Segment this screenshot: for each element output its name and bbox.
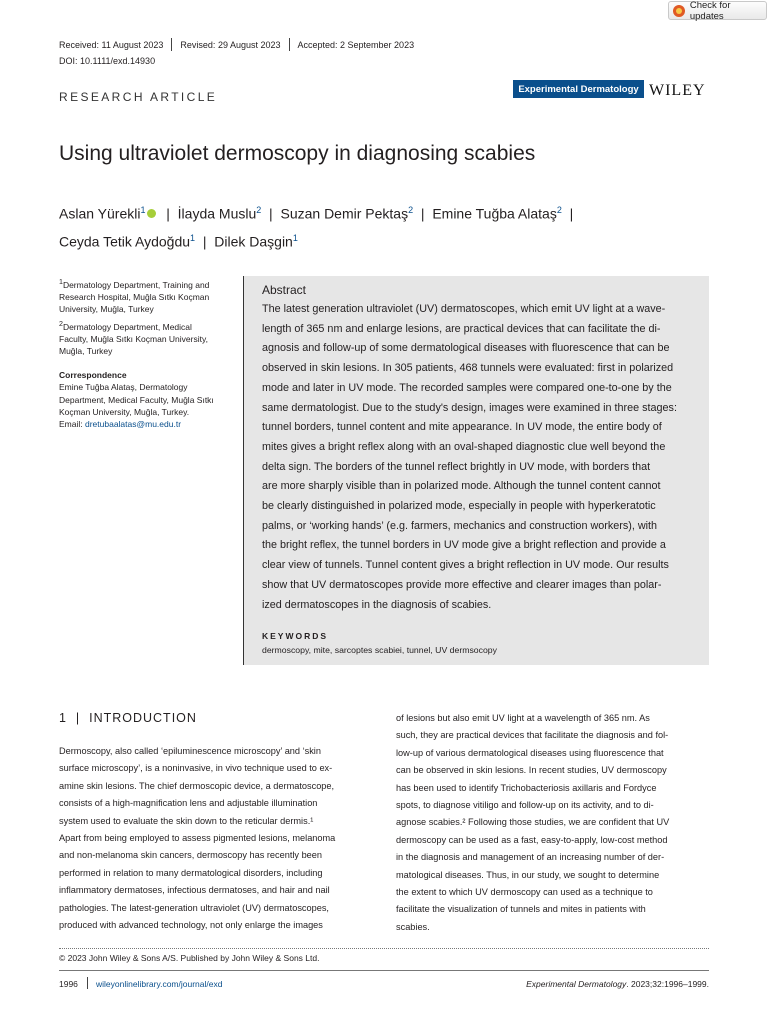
citation-details: . 2023;32:1996–1999. — [626, 979, 709, 989]
keywords-list: dermoscopy, mite, sarcoptes scabiei, tunnel, UV dermsocopy — [262, 645, 497, 655]
affiliation-2 — [59, 318, 229, 358]
check-for-updates-button[interactable] — [668, 1, 767, 20]
text-line: produced with advanced technology, not only enlarge the images — [59, 920, 323, 930]
doi: DOI: 10.1111/exd.14930 — [59, 56, 156, 66]
text-line: pathologies. The latest-generation ultraviolet (UV) dermatoscopes, — [59, 902, 329, 913]
divider — [87, 977, 88, 989]
copyright: © 2023 John Wiley & Sons A/S. Published by John Wiley & Sons Ltd. — [59, 953, 320, 963]
keywords-heading: KEYWORDS — [262, 631, 329, 641]
author-name[interactable]: İlayda Muslu — [177, 205, 257, 222]
text-line: show that UV dermatoscopes provide more effective and clearer images than polar- — [262, 578, 662, 591]
citation — [526, 979, 709, 989]
section-heading: 1 | INTRODUCTION — [59, 711, 197, 725]
accepted-date: Accepted: 2 September 2023 — [297, 39, 415, 50]
abstract-rule — [243, 276, 244, 665]
text-line: amine skin lesions. The chief dermoscopic device, a dermatoscope, — [59, 780, 335, 791]
text-line: Apart from being employed to assess pigmented lesions, melanoma — [59, 833, 336, 843]
footer-divider — [59, 970, 709, 971]
author-affil-sup: 2 — [556, 205, 562, 215]
text-line: tunnel borders, tunnel content and mite appearance. In UV mode, the entire body of — [262, 421, 662, 434]
text-line: mode and later in UV mode. The recorded samples were compared one-to-one by the — [262, 381, 672, 394]
affiliation-line: Muğla, Turkey — [59, 346, 113, 357]
author-list: Aslan Yürekli$^1$ | İlayda Muslu$^2$ | Suzan Demir Pektaş$^2$ | Emine Tuğba Alataş$^2$ | Ceyda Tetik Aydoğdu$^1$ | Dilek Daşgin$^1$ — [59, 205, 574, 250]
received-date: Received: 11 August 2023 — [59, 39, 164, 50]
text-line: observed in skin lesions. In 305 patients, 468 tunnels were evaluated: first in polarized — [262, 362, 674, 375]
orcid-icon[interactable] — [147, 209, 156, 218]
text-line: ized dermatoscopes in the diagnosis of scabies. — [262, 598, 492, 611]
author-name[interactable]: Ceyda Tetik Aydoğdu — [59, 233, 191, 250]
affiliation-line: University, Muğla, Turkey — [59, 304, 154, 315]
text-line: scabies. — [396, 921, 430, 932]
text-line: agnosis and follow-up of some dermatological diseases with fluorescence that can be — [262, 342, 670, 355]
text-line: same dermatologist. Due to the study's design, images were examined in three stages: — [262, 401, 677, 414]
correspondence-line: Koçman University, Muğla, Turkey. — [59, 406, 190, 417]
article-type: RESEARCH ARTICLE — [59, 90, 218, 104]
text-line: dermoscopy can be used as a fast, easy-to-apply, low-cost method — [396, 834, 668, 845]
section-number: 1 — [59, 711, 67, 725]
email-label: Email: — [59, 419, 85, 430]
affiliation-sup: 2 — [59, 320, 63, 328]
publisher-logo: WILEY — [649, 82, 706, 99]
text-line: Dermoscopy, also called ‘epiluminescence microscopy’ and ‘skin — [59, 746, 321, 756]
journal-logo: Experimental Dermatology — [513, 80, 644, 98]
text-line: performed in relation to many dermatological disorders, including — [59, 867, 323, 878]
text-line: delta sign. The borders of the tunnel reflect brightly in UV mode, with borders that — [262, 460, 651, 473]
check-for-updates-label: Check for updates — [689, 0, 731, 22]
affiliation-sup: 1 — [59, 278, 63, 286]
citation-journal: Experimental Dermatology — [526, 979, 627, 989]
affiliation-line: Dermatology Department, Medical — [62, 321, 192, 332]
crossmark-icon — [673, 5, 685, 17]
text-line: spots, to diagnose vitiligo and follow-up on its activity, and to di- — [396, 800, 654, 810]
article-title: Using ultraviolet dermoscopy in diagnosing scabies — [59, 142, 536, 165]
author-affil-sup: 1 — [140, 205, 146, 215]
email-link[interactable]: dretubaalatas@mu.edu.tr — [84, 419, 182, 430]
text-line: be clearly distinguished in polarized mode, especially in people with hyperkeratotic — [262, 500, 656, 512]
author-affil-sup: 2 — [256, 205, 262, 215]
text-line: consists of a high-magnification lens and adjustable illumination — [59, 798, 318, 809]
footer-divider — [59, 948, 709, 949]
author-name[interactable]: Suzan Demir Pektaş — [280, 205, 409, 222]
affiliation-line: Research Hospital, Muğla Sıtkı Koçman — [59, 292, 210, 303]
text-line: length of 365 nm and enlarge lesions, are practical devices that can facilitate the di- — [262, 322, 661, 335]
author-name[interactable]: Dilek Daşgin — [214, 233, 293, 250]
text-line: the extent to which UV dermoscopy can used as a technique to — [396, 887, 653, 897]
text-line: system used to evaluate the skin down to the reticular dermis.¹ — [59, 815, 314, 826]
abstract-heading: Abstract — [262, 283, 307, 297]
author-name[interactable]: Aslan Yürekli — [59, 205, 141, 222]
text-line: surface microscopy’, is a noninvasive, in vivo technique used to ex- — [59, 763, 333, 774]
text-line: the bright reflex, the tunnel borders in UV mode give a bright reflection and provide a — [262, 539, 666, 552]
article-dates — [59, 38, 422, 51]
affiliation-line: Faculty, Muğla Sıtkı Koçman University, — [59, 334, 208, 345]
text-line: agnose scabies.² Following those studies, we are confident that UV — [396, 817, 670, 828]
text-line: clear view of tunnels. Tunnel content gives a bright reflection in UV mode. Our results — [262, 559, 669, 572]
text-line: palms, or ‘working hands’ (e.g. farmers, mechanics and construction workers), with — [262, 519, 658, 532]
correspondence-heading: Correspondence — [59, 370, 127, 380]
journal-url[interactable]: wileyonlinelibrary.com/journal/exd — [96, 979, 223, 989]
text-line: and non-melanoma skin cancers, dermoscopy has recently been — [59, 850, 323, 861]
text-line: The latest generation ultraviolet (UV) dermatoscopes, which emit UV light at a wave- — [262, 303, 666, 315]
affiliation-line: Dermatology Department, Training and — [62, 279, 210, 290]
text-line: can be observed in skin lesions. In recent studies, UV dermoscopy — [396, 765, 667, 776]
correspondence-line: Department, Medical Faculty, Muğla Sıtkı — [59, 394, 214, 405]
page-number: 1996 — [59, 979, 78, 989]
author-affil-sup: 1 — [292, 232, 298, 243]
section-title: INTRODUCTION — [89, 711, 197, 725]
text-line: are more sharply visible than in polarized mode. Although the tunnel content cannot — [262, 480, 661, 493]
correspondence — [59, 369, 229, 430]
affiliation-1 — [59, 276, 229, 316]
text-line: inflammatory dermatoses, infectious dermatoses, and hair and nail — [59, 885, 330, 896]
text-line: such, they are practical devices that facilitate the diagnosis and fol- — [396, 730, 669, 741]
text-line: in the diagnosis and management of an increasing number of der- — [396, 852, 665, 863]
text-line: matological diseases. Thus, in our study, we sought to determine — [396, 869, 660, 880]
text-line: facilitate the visualization of tunnels and mites in patients with — [396, 904, 646, 915]
author-affil-sup: 2 — [408, 205, 414, 215]
revised-date: Revised: 29 August 2023 — [180, 39, 281, 50]
text-line: has been used to identify Trichobacteriosis axillaris and Fordyce — [396, 782, 657, 793]
text-line: low-up of various dermatological diseases using fluorescence that — [396, 747, 664, 758]
author-affil-sup: 1 — [190, 232, 196, 243]
author-name[interactable]: Emine Tuğba Alataş — [432, 205, 557, 222]
text-line: mites gives a bright reflex along with an oval-shaped diagnostic clue well beyond the — [262, 440, 666, 453]
text-line: of lesions but also emit UV light at a wavelength of 365 nm. As — [396, 713, 650, 723]
correspondence-line: Emine Tuğba Alataş, Dermatology — [59, 382, 188, 393]
